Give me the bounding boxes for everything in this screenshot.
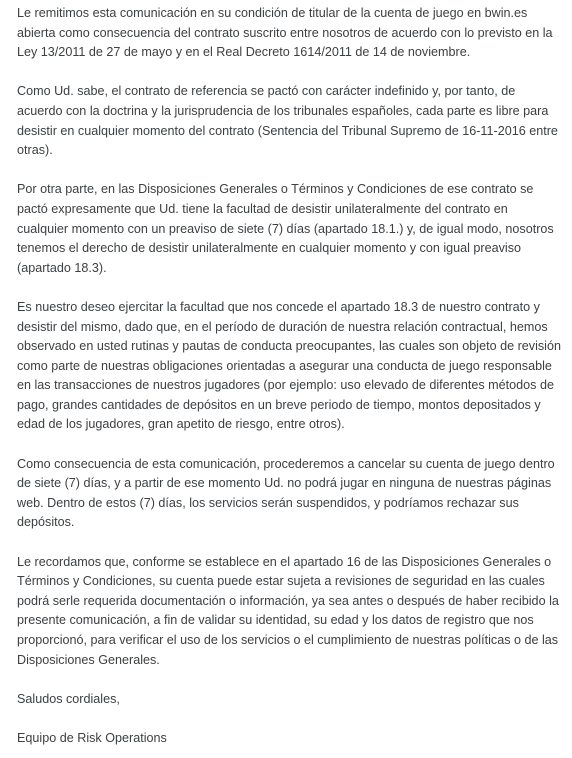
email-paragraph-1: Le remitimos esta comunicación en su condición de titular de la cuenta de juego en bwin.es abierta como consecuencia del contrato suscrito entre nosotros de acuerdo con lo previsto en la Ley 13/2011 de 27 de mayo y en el Real Decreto 1614/2011 de 14 de noviembre. (17, 6, 553, 60)
email-closing: Saludos cordiales, (17, 691, 120, 706)
email-signature: Equipo de Risk Operations (17, 730, 167, 745)
email-paragraph-6: Le recordamos que, conforme se establece en el apartado 16 de las Disposiciones Generales o Términos y Condiciones, su cuenta puede estar sujeta a revisiones de seguridad en las cuales podrá serle requerida documentación o información, ya sea antes o después de haber recibido la presente comunicación, a fin de validar su identidad, su edad y los datos de registro que nos proporcionó, para verificar el uso de los servicios o el cumplimiento de nuestras políticas o de las Disposiciones Generales. (17, 554, 559, 667)
email-paragraph-2: Como Ud. sabe, el contrato de referencia se pactó con carácter indefinido y, por tanto, de acuerdo con la doctrina y la jurisprudencia de los tribunales españoles, cada parte es libre para desistir en cualquier momento del contrato (Sentencia del Tribunal Supremo de 16-11-2016 entre otras). (17, 84, 558, 158)
email-paragraph-5: Como consecuencia de esta comunicación, procederemos a cancelar su cuenta de juego dentro de siete (7) días, y a partir de ese momento Ud. no podrá jugar en ninguna de nuestras páginas web. Dentro de estos (7) días, los servicios serán suspendidos, y podríamos rechazar sus depósitos. (17, 456, 555, 530)
email-paragraph-3: Por otra parte, en las Disposiciones Generales o Términos y Condiciones de ese contrato se pactó expresamente que Ud. tiene la facultad de desistir unilateralmente del contrato en cualquier momento con un preaviso de siete (7) días (apartado 18.1.) y, de igual modo, nosotros tenemos el derecho de desistir unilateralmente en cualquier momento y con igual preaviso (apartado 18.3). (17, 182, 554, 275)
email-paragraph-4: Es nuestro deseo ejercitar la facultad que nos concede el apartado 18.3 de nuestro contrato y desistir del mismo, dado que, en el período de duración de nuestra relación contractual, hemos observado en usted rutinas y pautas de conducta preocupantes, las cuales son objeto de revisión como parte de nuestras obligaciones orientadas a asegurar una conducta de juego responsable en las transacciones de nuestros jugadores (por ejemplo: uso elevado de diferentes métodos de pago, grandes cantidades de depósitos en un breve periodo de tiempo, montos depositados y edad de los jugadores, gran apetito de riesgo, entre otros). (17, 299, 561, 432)
